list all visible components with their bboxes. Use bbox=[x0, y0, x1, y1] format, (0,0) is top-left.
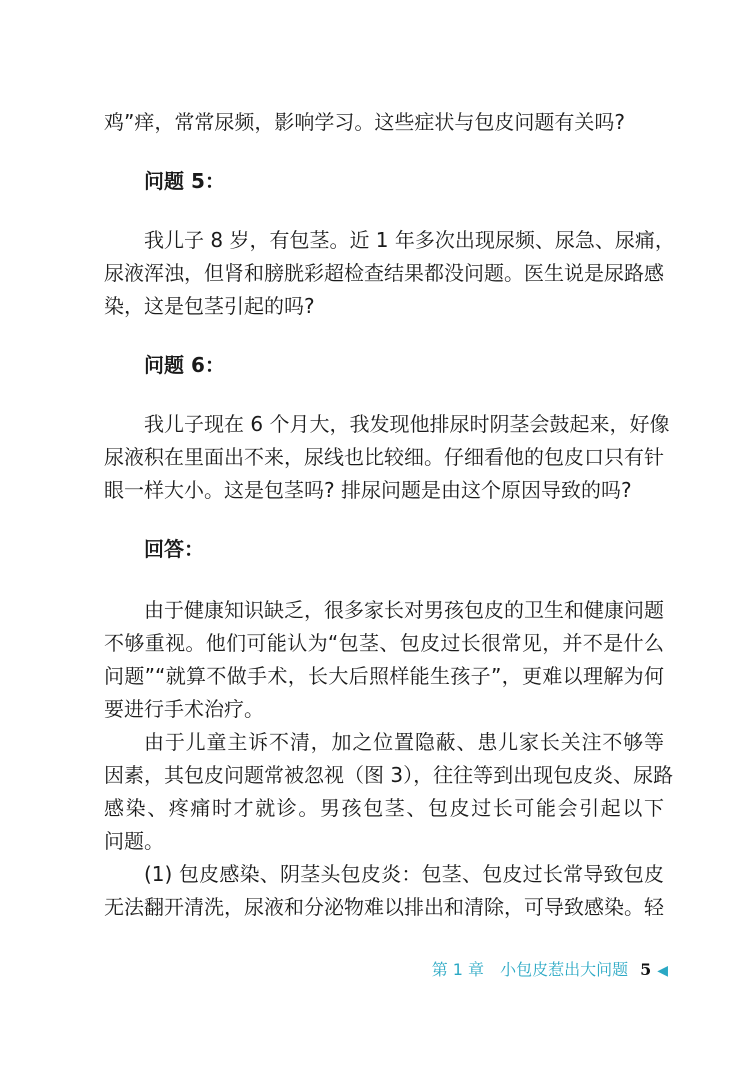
text-line: 尿液浑浊，但肾和膀胱彩超检查结果都没问题。医生说是尿路感 bbox=[104, 261, 664, 285]
text-line: 问题。 bbox=[104, 829, 164, 853]
question-6-heading: 问题 6： bbox=[144, 353, 225, 377]
answer-heading: 回答： bbox=[144, 537, 204, 561]
text-line: 我儿子 8 岁，有包茎。近 1 年多次出现尿频、尿急、尿痛， bbox=[144, 228, 675, 252]
text-line: 因素，其包皮问题常被忽视（图 3），往往等到出现包皮炎、尿路 bbox=[104, 763, 674, 787]
text-line: 眼一样大小。这是包茎吗? 排尿问题是由这个原因导致的吗? bbox=[104, 478, 632, 502]
text-line: 问题”“就算不做手术，长大后照样能生孩子”，更难以理解为何 bbox=[104, 664, 664, 688]
text-line: 不够重视。他们可能认为“包茎、包皮过长很常见，并不是什么 bbox=[104, 631, 664, 655]
footer-chapter: 第 1 章 bbox=[431, 960, 485, 979]
question-5-heading: 问题 5： bbox=[144, 169, 225, 193]
text-line: 尿液积在里面出不来，尿线也比较细。仔细看他的包皮口只有针 bbox=[104, 445, 664, 469]
footer-chapter-title: 小包皮惹出大问题 bbox=[500, 960, 629, 979]
text-line: 由于儿童主诉不清，加之位置隐蔽、患儿家长关注不够等 bbox=[144, 730, 664, 754]
text-line: 无法翻开清洗，尿液和分泌物难以排出和清除，可导致感染。轻 bbox=[104, 895, 664, 919]
page-body bbox=[104, 106, 675, 924]
page-number: 5 bbox=[640, 960, 652, 979]
text-line: 鸡”痒，常常尿频，影响学习。这些症状与包皮问题有关吗? bbox=[104, 110, 625, 134]
arrow-left-icon: ◀ bbox=[657, 963, 668, 979]
page-footer bbox=[0, 958, 668, 983]
text-line: 染，这是包茎引起的吗? bbox=[104, 294, 315, 318]
text-line: 由于健康知识缺乏，很多家长对男孩包皮的卫生和健康问题 bbox=[144, 598, 664, 622]
text-line: 我儿子现在 6 个月大，我发现他排尿时阴茎会鼓起来，好像 bbox=[144, 412, 670, 436]
text-line: (1) 包皮感染、阴茎头包皮炎：包茎、包皮过长常导致包皮 bbox=[144, 862, 664, 886]
text-line: 要进行手术治疗。 bbox=[104, 697, 264, 721]
text-line: 感染、疼痛时才就诊。男孩包茎、包皮过长可能会引起以下 bbox=[104, 796, 664, 820]
